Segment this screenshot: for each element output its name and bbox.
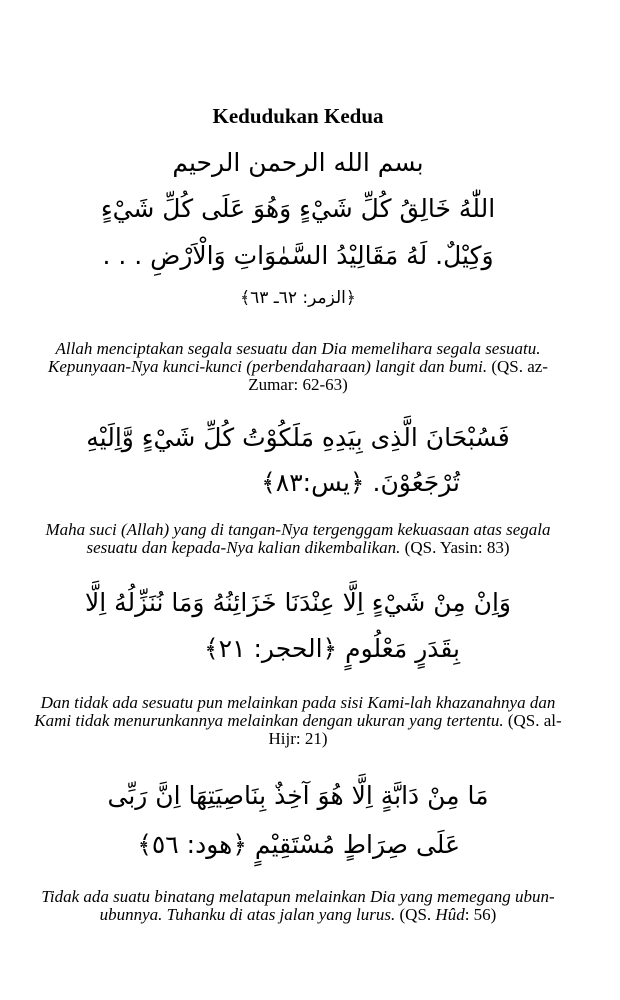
verse-4-reference	[400, 905, 497, 924]
verse-4-arabic-line-1: مَا مِنْ دَابَّةٍ اِلَّا هُوَ آخِذٌ بِنَاصِيَتِهَا اِنَّ رَبِّى	[107, 781, 489, 810]
verse-4-reference-suffix: : 56)	[464, 905, 497, 924]
verse-4-translation	[28, 888, 568, 924]
verse-1-arabic-reference: ﴿الزمر: ٦٢ـ ٦٣﴾	[240, 288, 356, 308]
verse-1-reference: (QS. az-Zumar: 62-63)	[248, 357, 548, 394]
page-title: Kedudukan Kedua	[212, 104, 384, 128]
verse-1-arabic-line-2: وَكِيْلٌ. لَهُ مَقَالِيْدُ السَّمٰوَاتِ وَالْاَرْضِ . . .	[102, 241, 494, 270]
verse-3-reference: (QS. al-Hijr: 21)	[268, 711, 562, 748]
basmala: بسم الله الرحمن الرحيم	[172, 148, 424, 177]
verse-2-reference: (QS. Yasin: 83)	[404, 538, 510, 557]
verse-2-arabic-line-1: فَسُبْحَانَ الَّذِى بِيَدِهِ مَلَكُوْتُ كُلِّ شَيْءٍ وَّاِلَيْهِ	[86, 423, 510, 452]
verse-3-arabic-line-1: وَاِنْ مِنْ شَيْءٍ اِلَّا عِنْدَنَا خَزَائِنُهُ وَمَا نُنَزِّلُهُ اِلَّا	[85, 588, 511, 617]
verse-4-arabic-line-2: عَلَى صِرَاطٍ مُسْتَقِيْمٍ ﴿هود: ٥٦﴾	[137, 830, 460, 859]
verse-1-arabic-line-1: اللّٰهُ خَالِقُ كُلِّ شَيْءٍ وَهُوَ عَلَى كُلِّ شَيْءٍ	[100, 194, 496, 223]
verse-2-translation	[28, 521, 568, 557]
verse-4-reference-surah: Hûd	[435, 905, 465, 924]
verse-3-arabic-line-2: بِقَدَرٍ مَعْلُومٍ ﴿الحجر: ٢١﴾	[204, 634, 460, 663]
verse-1-translation	[28, 340, 568, 394]
verse-2-arabic-line-2: تُرْجَعُوْنَ. ﴿يس:٨٣﴾	[261, 468, 460, 497]
verse-3-translation	[28, 694, 568, 748]
verse-1-translation-text: Allah menciptakan segala sesuatu dan Dia memelihara segala sesuatu. Kepunyaan-Nya kunci-kunci (perbendaharaan) langit dan bumi.	[48, 339, 541, 376]
verse-4-translation-text: Tidak ada suatu binatang melatapun melainkan Dia yang memegang ubun-ubunnya. Tuhanku di atas jalan yang lurus.	[41, 887, 555, 924]
verse-2-translation-text: Maha suci (Allah) yang di tangan-Nya tergenggam kekuasaan atas segala sesuatu dan kepada-Nya kalian dikembalikan.	[45, 520, 551, 557]
verse-3-translation-text: Dan tidak ada sesuatu pun melainkan pada sisi Kami-lah khazanahnya dan Kami tidak menurunkannya melainkan dengan ukuran yang tertentu.	[34, 693, 556, 730]
verse-4-reference-prefix: (QS.	[399, 905, 436, 924]
